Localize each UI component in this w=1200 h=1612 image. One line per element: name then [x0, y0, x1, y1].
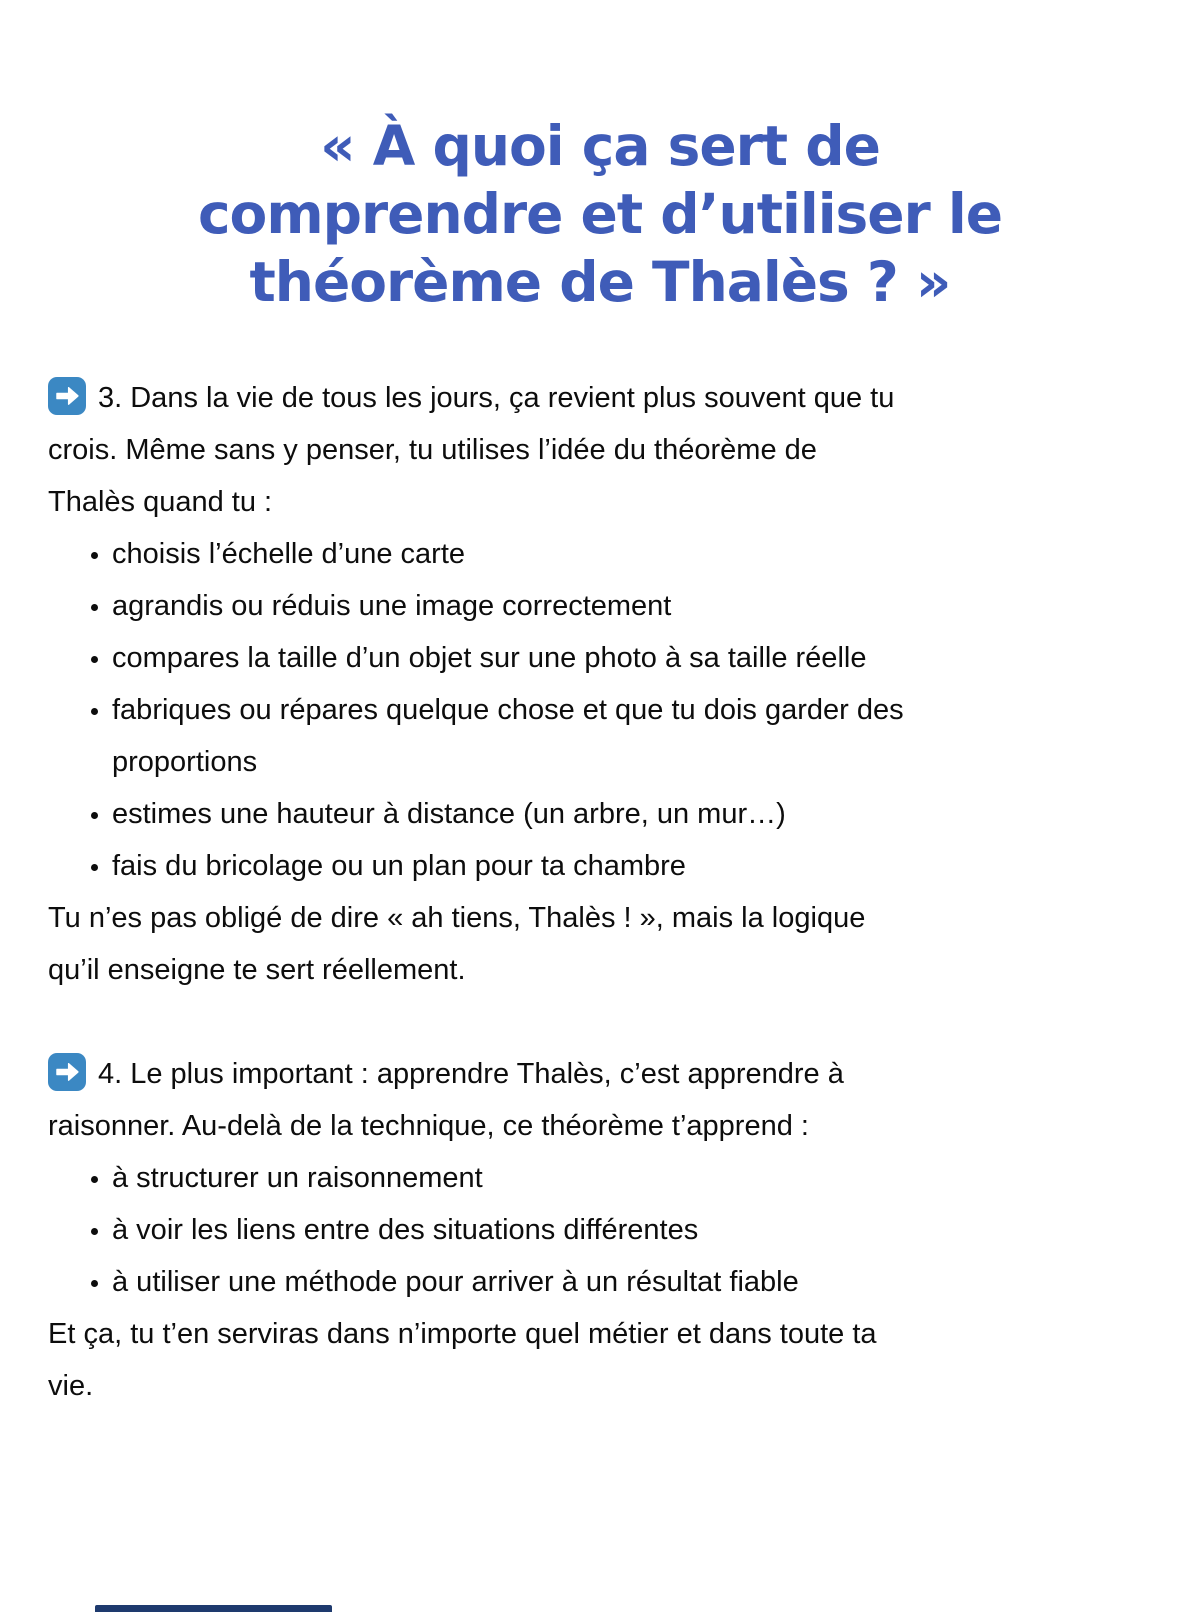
arrow-right-icon [48, 377, 86, 415]
bullet-text: • fais du bricolage ou un plan pour ta chambre [112, 850, 686, 882]
list-item [112, 528, 1152, 580]
bullet-text: • agrandis ou réduis une image correctement [112, 590, 672, 622]
list-item [112, 1152, 1152, 1204]
title-line: « À quoi ça sert de [320, 114, 880, 178]
section-spacer [48, 996, 1152, 1048]
section-3 [48, 372, 1152, 996]
section-3-intro-text-1: 3. Dans la vie de tous les jours, ça revient plus souvent que tu [98, 382, 895, 414]
section-4 [48, 1048, 1152, 1412]
section-4-bullet-list [48, 1152, 1152, 1308]
bullet-text: • compares la taille d’un objet sur une photo à sa taille réelle [112, 642, 867, 674]
bullet-text: • à structurer un raisonnement [112, 1162, 483, 1194]
body-text [48, 372, 1152, 1412]
list-item [112, 632, 1152, 684]
section-4-outro-line-2: vie. [48, 1370, 94, 1402]
bullet-text: • à voir les liens entre des situations différentes [112, 1214, 699, 1246]
section-3-outro-line-1: Tu n’es pas obligé de dire « ah tiens, Thalès ! », mais la logique [48, 902, 866, 934]
bullet-text-wrap: proportions [112, 746, 258, 778]
list-item [112, 1204, 1152, 1256]
section-3-outro-line-2: qu’il enseigne te sert réellement. [48, 954, 466, 986]
section-3-intro-line-3: Thalès quand tu : [48, 486, 273, 518]
title-line: comprendre et d’utiliser le [197, 182, 1003, 246]
page-title [48, 112, 1152, 316]
section-3-intro-line-1 [48, 372, 1152, 424]
section-4-intro-text-1: 4. Le plus important : apprendre Thalès, c’est apprendre à [98, 1058, 844, 1090]
arrow-right-icon [48, 1053, 86, 1091]
section-3-bullet-list [48, 528, 1152, 892]
list-item [112, 840, 1152, 892]
bullet-text: • estimes une hauteur à distance (un arbre, un mur…) [112, 798, 786, 830]
section-3-intro-line-2: crois. Même sans y penser, tu utilises l’idée du théorème de [48, 434, 817, 466]
bullet-text: • choisis l’échelle d’une carte [112, 538, 466, 570]
document-page [0, 112, 1200, 1412]
cut-off-bottom-element [95, 1605, 332, 1612]
section-4-intro-line-2: raisonner. Au-delà de la technique, ce théorème t’apprend : [48, 1110, 809, 1142]
title-line: théorème de Thalès ? » [249, 250, 951, 314]
list-item [112, 1256, 1152, 1308]
list-item [112, 684, 1152, 788]
list-item [112, 580, 1152, 632]
list-item [112, 788, 1152, 840]
section-4-intro-line-1 [48, 1048, 1152, 1100]
bullet-text: • fabriques ou répares quelque chose et que tu dois garder des [112, 694, 904, 726]
bullet-text: • à utiliser une méthode pour arriver à un résultat fiable [112, 1266, 799, 1298]
section-4-outro-line-1: Et ça, tu t’en serviras dans n’importe quel métier et dans toute ta [48, 1318, 877, 1350]
